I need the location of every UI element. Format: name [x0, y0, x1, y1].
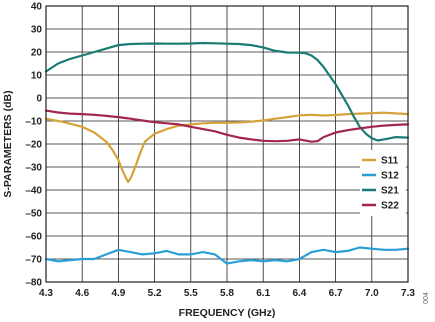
legend-label: S12: [381, 170, 399, 182]
x-tick-label: 4.9: [111, 288, 126, 299]
y-tick-label: 20: [30, 47, 42, 59]
figure-id: 004: [423, 292, 430, 304]
y-tick-label: –20: [25, 139, 42, 151]
x-tick-label: 6.4: [292, 288, 307, 299]
x-tick-label: 7.3: [401, 288, 415, 299]
y-tick-label: 40: [30, 1, 42, 13]
legend-label: S11: [381, 155, 399, 167]
y-tick-label: 10: [30, 70, 42, 82]
y-tick-label: –10: [25, 116, 42, 128]
y-tick-label: –80: [25, 277, 42, 289]
legend-label: S21: [381, 185, 399, 197]
legend: [360, 150, 406, 216]
x-tick-label: 5.2: [147, 288, 162, 299]
x-axis-label: FREQUENCY (GHz): [178, 307, 276, 319]
y-tick-label: –30: [25, 162, 42, 174]
x-tick-label: 7.0: [364, 288, 379, 299]
y-tick-label: 30: [30, 24, 42, 36]
x-tick-label: 4.6: [75, 288, 90, 299]
y-tick-label: 0: [36, 93, 42, 105]
x-tick-label: 5.5: [183, 288, 198, 299]
x-tick-label: 6.7: [328, 288, 343, 299]
y-tick-label: –50: [25, 208, 42, 220]
x-tick-label: 6.1: [256, 288, 271, 299]
y-tick-label: –70: [25, 254, 42, 266]
tick-labels: [25, 2, 415, 300]
y-axis-label: S-PARAMETERS (dB): [2, 90, 14, 198]
y-tick-label: –60: [25, 231, 42, 243]
grid: [46, 6, 408, 282]
x-tick-label: 4.3: [39, 288, 53, 299]
y-tick-label: –40: [25, 185, 42, 197]
legend-label: S22: [381, 200, 399, 212]
x-tick-label: 5.8: [220, 288, 234, 299]
